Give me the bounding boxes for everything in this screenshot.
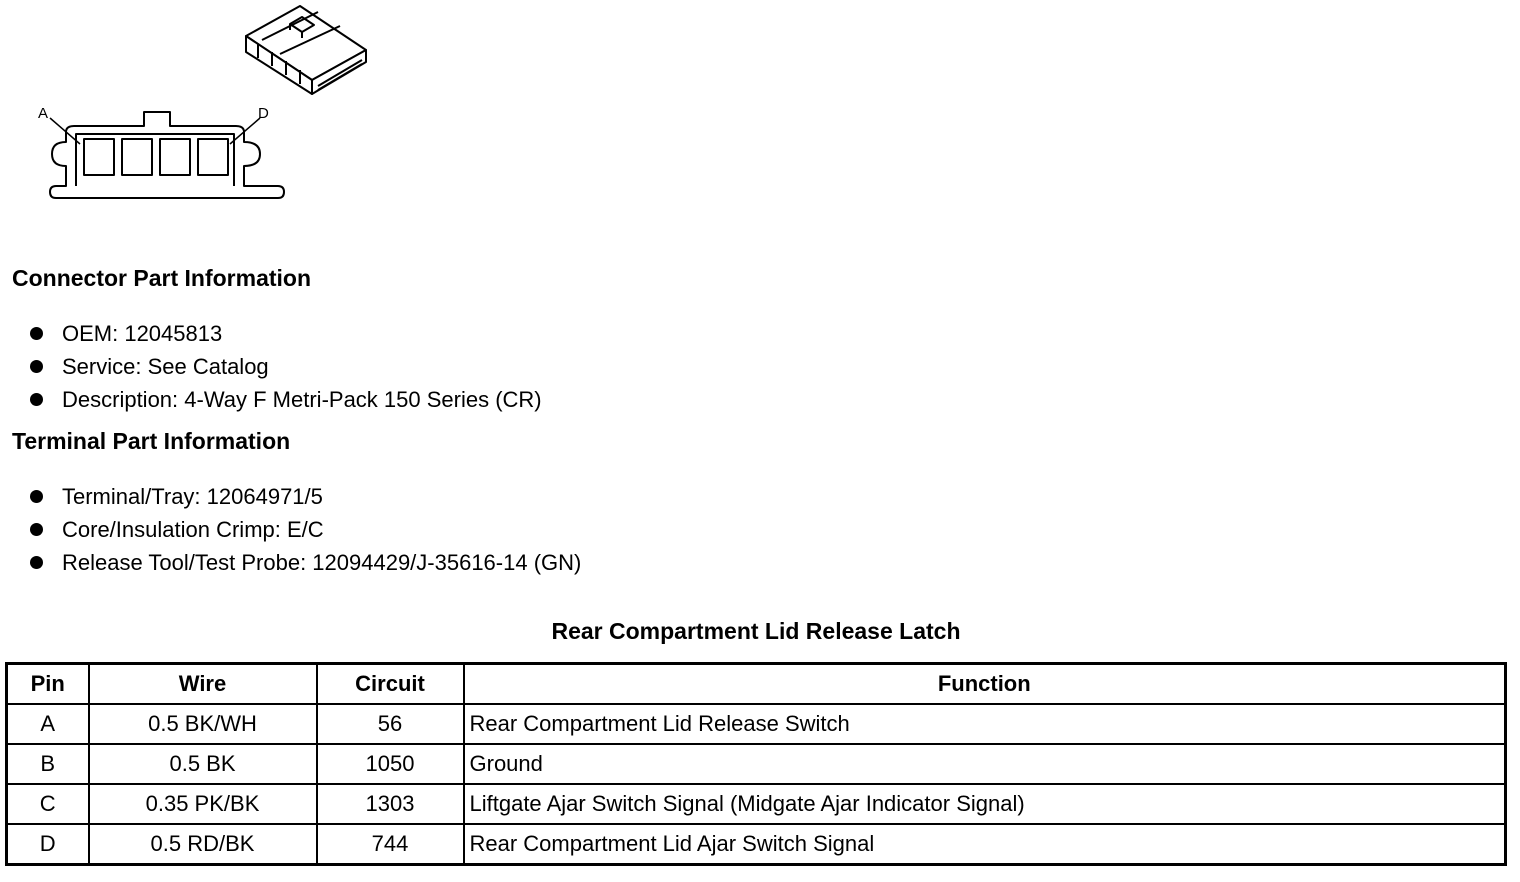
connector-diagram	[0, 0, 380, 220]
table-row	[7, 824, 1506, 865]
cell-circuit: 1050	[317, 744, 464, 784]
cell-circuit: 744	[317, 824, 464, 865]
cell-wire: 0.5 RD/BK	[89, 824, 317, 865]
header-wire: Wire	[89, 664, 317, 705]
connector-info-list	[0, 317, 542, 416]
table-title: Rear Compartment Lid Release Latch	[551, 618, 961, 644]
list-item: Terminal/Tray: 12064971/5	[0, 480, 581, 513]
header-pin: Pin	[7, 664, 89, 705]
table-row	[7, 704, 1506, 744]
header-function: Function	[464, 664, 1506, 705]
list-item: Service: See Catalog	[0, 350, 542, 383]
cell-circuit: 1303	[317, 784, 464, 824]
table-row	[7, 744, 1506, 784]
table-header-row	[7, 664, 1506, 705]
cell-wire: 0.5 BK	[89, 744, 317, 784]
pin-a-label: A	[38, 105, 49, 122]
connector-info-heading: Connector Part Information	[12, 265, 312, 291]
cell-function: Ground	[464, 744, 1506, 784]
cell-circuit: 56	[317, 704, 464, 744]
cell-wire: 0.35 PK/BK	[89, 784, 317, 824]
terminal-info-list	[0, 480, 581, 579]
list-item: Core/Insulation Crimp: E/C	[0, 513, 581, 546]
cell-pin: D	[7, 824, 89, 865]
connector-isometric-view	[246, 6, 366, 94]
table-row	[7, 784, 1506, 824]
list-item: Release Tool/Test Probe: 12094429/J-35616-14 (GN)	[0, 546, 581, 579]
cell-pin: A	[7, 704, 89, 744]
cell-function: Rear Compartment Lid Release Switch	[464, 704, 1506, 744]
list-item: Description: 4-Way F Metri-Pack 150 Series (CR)	[0, 383, 542, 416]
pinout-table	[5, 662, 1507, 866]
pin-d-label: D	[258, 105, 269, 122]
cell-pin: C	[7, 784, 89, 824]
cell-pin: B	[7, 744, 89, 784]
connector-face-view	[50, 112, 284, 198]
cell-function: Liftgate Ajar Switch Signal (Midgate Ajar Indicator Signal)	[464, 784, 1506, 824]
terminal-info-heading: Terminal Part Information	[12, 428, 291, 454]
list-item: OEM: 12045813	[0, 317, 542, 350]
header-circuit: Circuit	[317, 664, 464, 705]
cell-wire: 0.5 BK/WH	[89, 704, 317, 744]
cell-function: Rear Compartment Lid Ajar Switch Signal	[464, 824, 1506, 865]
